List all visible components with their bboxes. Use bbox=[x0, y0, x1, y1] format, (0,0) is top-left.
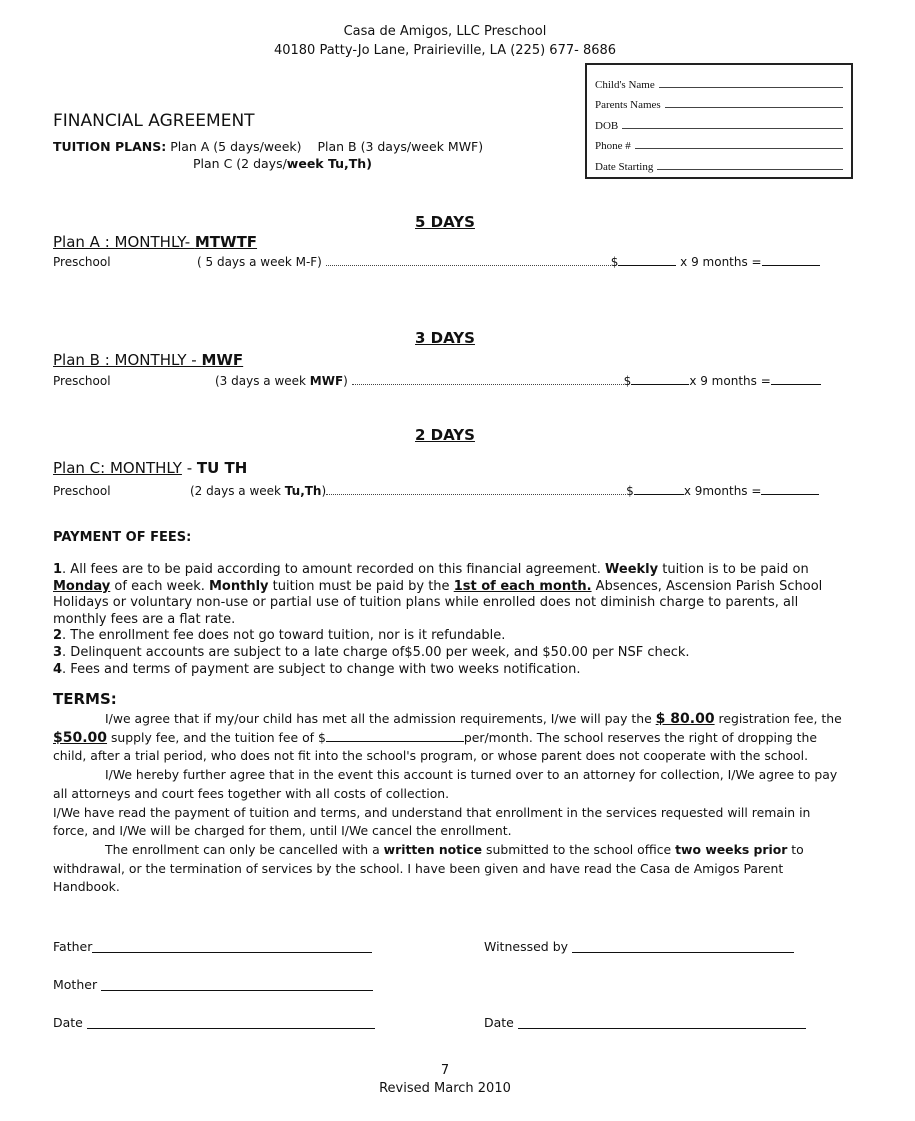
payment-item-3-text: . Delinquent accounts are subject to a late charge of$5.00 per week, and $50.00 per NSF check. bbox=[62, 644, 690, 660]
plan-b-desc: (3 days a week bbox=[215, 374, 310, 388]
payment-item-1-e: Absences, Ascension Parish School Holidays or voluntary non-use or partial use of tuition plans while enrolled does not diminish charge to parents, all monthly fees are a flat rate. bbox=[53, 578, 823, 627]
tuition-plans-line1 bbox=[53, 139, 483, 154]
payment-item-4-num: 4 bbox=[53, 661, 63, 677]
plan-b-desc-bold: MWF bbox=[309, 374, 344, 388]
date-row-2 bbox=[484, 1015, 806, 1030]
plan-c-row bbox=[53, 484, 111, 498]
plan-a-heading bbox=[53, 233, 257, 251]
phone-field[interactable] bbox=[595, 132, 843, 153]
payment-item-1-a: . All fees are to be paid according to amount recorded on this financial agreement. bbox=[62, 562, 605, 577]
date-starting-label: Date Starting bbox=[595, 160, 654, 173]
plan-c-heading bbox=[53, 459, 247, 477]
date-label-2: Date bbox=[484, 1015, 514, 1030]
plan-a-months: x 9 months = bbox=[680, 255, 762, 269]
terms-p1-c: supply fee, and the tuition fee of $ bbox=[107, 729, 326, 745]
section-5-days: 5 DAYS bbox=[415, 213, 475, 231]
payment-item-1-d: tuition must be paid by the bbox=[268, 578, 454, 594]
payment-item-1-monday: Monday bbox=[53, 578, 111, 594]
school-name: Casa de Amigos, LLC Preschool bbox=[343, 24, 547, 39]
terms-p4-c: to withdrawal, or the termination of services by the school. I have been given and have read the Casa de Amigos Parent Handbook. bbox=[53, 841, 804, 895]
payment-item-2-text: . The enrollment fee does not go toward tuition, nor is it refundable. bbox=[62, 628, 506, 644]
date-field-2[interactable] bbox=[518, 1028, 806, 1029]
registration-fee: $ 80.00 bbox=[655, 711, 715, 727]
section-3-days: 3 DAYS bbox=[415, 329, 475, 347]
plan-b-heading bbox=[53, 351, 243, 369]
revised-date: Revised March 2010 bbox=[379, 1081, 511, 1096]
parents-names-label: Parents Names bbox=[595, 99, 661, 111]
page-title: FINANCIAL AGREEMENT bbox=[53, 111, 255, 131]
terms-paragraph-2: I/We hereby further agree that in the event this account is turned over to an attorney for collection, I/We agree to pay all attorneys and court fees together with all costs of collection. bbox=[53, 767, 838, 801]
terms-heading: TERMS: bbox=[53, 690, 117, 708]
plan-a-total-field[interactable] bbox=[762, 264, 820, 266]
plan-b-amount-field[interactable] bbox=[631, 383, 689, 385]
tuition-plans-line2 bbox=[193, 156, 372, 171]
dob-field[interactable] bbox=[595, 111, 843, 132]
date-row-1 bbox=[53, 1015, 375, 1030]
plan-c-label: Preschool bbox=[53, 484, 111, 498]
parents-names-field[interactable] bbox=[595, 91, 843, 112]
payment-item-3-num: 3 bbox=[53, 644, 63, 660]
terms-p4-b: submitted to the school office bbox=[482, 841, 676, 857]
plan-b-months: x 9 months = bbox=[689, 374, 771, 388]
payment-item-1-num: 1 bbox=[53, 562, 63, 577]
mother-label: Mother bbox=[53, 977, 98, 992]
terms-p1-a: I/we agree that if my/our child has met all the admission requirements, I/we will pay the bbox=[105, 711, 656, 726]
witnessed-label: Witnessed by bbox=[484, 939, 569, 954]
plan-c-dollar: $ bbox=[626, 484, 634, 498]
plan-c-desc-bold: Tu,Th bbox=[284, 484, 322, 498]
father-label: Father bbox=[53, 939, 93, 954]
terms-p1-b: registration fee, the bbox=[714, 711, 842, 726]
plan-a-dollar: $ bbox=[610, 255, 619, 269]
plan-b-heading-text: Plan B : MONTHLY - bbox=[53, 351, 202, 369]
witness-signature-row bbox=[484, 939, 794, 954]
plan-b-dollar: $ bbox=[623, 374, 632, 388]
plan-a-row bbox=[53, 255, 111, 269]
plan-c-summary: Plan C (2 days/ bbox=[193, 156, 287, 171]
payment-item-4-text: . Fees and terms of payment are subject to change with two weeks notification. bbox=[62, 661, 581, 677]
plan-c-months: x 9months = bbox=[683, 484, 762, 498]
payment-item-1-b: tuition is to be paid on bbox=[658, 562, 809, 577]
section-2-days: 2 DAYS bbox=[415, 426, 475, 444]
terms-p1-d: per/month. The school reserves the right of dropping the child, after a trial period, who does not fit into the school's program, or whose parent does not cooperate with the school. bbox=[53, 729, 817, 764]
payment-item-1-c: of each week. bbox=[110, 578, 209, 594]
payment-item-2-num: 2 bbox=[53, 628, 63, 644]
plan-c-total-field[interactable] bbox=[761, 493, 819, 495]
mother-signature-row bbox=[53, 977, 373, 992]
tuition-plans-label: TUITION PLANS: bbox=[53, 139, 167, 154]
plan-b-summary: Plan B (3 days/week MWF) bbox=[317, 139, 484, 154]
terms-written-notice: written notice bbox=[383, 841, 483, 857]
terms-two-weeks: two weeks prior bbox=[675, 841, 788, 857]
father-signature-field[interactable] bbox=[92, 952, 372, 953]
plan-a-summary: Plan A (5 days/week) bbox=[170, 139, 302, 154]
witness-signature-field[interactable] bbox=[572, 952, 794, 953]
payment-item-4 bbox=[53, 662, 843, 679]
plan-c-desc-post: ) bbox=[321, 484, 327, 498]
school-address: 40180 Patty-Jo Lane, Prairieville, LA (225) 677- 8686 bbox=[273, 43, 617, 58]
plan-c-desc: (2 days a week bbox=[190, 484, 285, 498]
payment-item-1-monthly: Monthly bbox=[208, 578, 269, 594]
childs-name-field[interactable] bbox=[595, 70, 843, 91]
plan-a-heading-bold: MTWTF bbox=[194, 233, 258, 251]
childs-name-label: Child's Name bbox=[595, 78, 655, 91]
phone-label: Phone # bbox=[595, 140, 631, 152]
plan-c-amount-field[interactable] bbox=[634, 493, 684, 495]
payment-item-1 bbox=[53, 562, 843, 628]
plan-b-total-field[interactable] bbox=[771, 383, 821, 385]
payment-item-3 bbox=[53, 645, 843, 662]
terms-p4-a: The enrollment can only be cancelled with a bbox=[105, 841, 384, 857]
payment-item-1-weekly: Weekly bbox=[605, 562, 659, 577]
payment-heading: PAYMENT OF FEES: bbox=[53, 530, 192, 545]
terms-paragraph-1 bbox=[53, 710, 843, 766]
dob-label: DOB bbox=[595, 119, 619, 132]
payment-item-1-first: 1st of each month. bbox=[453, 578, 592, 594]
terms-body bbox=[53, 710, 843, 897]
plan-a-amount-field[interactable] bbox=[618, 264, 676, 266]
date-starting-field[interactable] bbox=[595, 152, 843, 173]
terms-paragraph-3: I/We have read the payment of tuition and terms, and understand that enrollment in the services requested will remain in force, and I/We will be charged for them, until I/We cancel the enrollment. bbox=[53, 804, 811, 839]
plan-c-heading-text: Plan C: MONTHLY bbox=[53, 459, 182, 477]
terms-paragraph-4 bbox=[53, 841, 843, 897]
plan-a-desc-row bbox=[197, 255, 820, 269]
plan-b-row bbox=[53, 374, 111, 388]
plan-b-heading-bold: MWF bbox=[201, 351, 244, 369]
date-label-1: Date bbox=[53, 1015, 83, 1030]
plan-b-desc-post: ) bbox=[343, 374, 348, 388]
date-field-1[interactable] bbox=[87, 1028, 375, 1029]
plan-b-desc-row bbox=[215, 374, 821, 388]
payment-list bbox=[53, 562, 843, 678]
tuition-fee-field[interactable] bbox=[326, 740, 464, 742]
plan-c-desc-row bbox=[190, 484, 819, 498]
plan-a-heading-text: Plan A : MONTHLY- bbox=[53, 233, 195, 251]
plan-a-label: Preschool bbox=[53, 255, 111, 269]
page-number: 7 bbox=[440, 1063, 450, 1078]
child-info-box bbox=[585, 63, 853, 179]
plan-c-heading-bold: TU TH bbox=[196, 459, 248, 477]
plan-b-label: Preschool bbox=[53, 374, 111, 388]
father-signature-row bbox=[53, 939, 372, 954]
mother-signature-field[interactable] bbox=[101, 990, 373, 991]
supply-fee: $50.00 bbox=[53, 729, 108, 746]
plan-c-summary-bold: week Tu,Th) bbox=[286, 156, 372, 171]
plan-c-heading-dash: - bbox=[181, 459, 197, 477]
payment-item-2 bbox=[53, 628, 843, 645]
plan-a-desc: ( 5 days a week M-F) bbox=[197, 255, 322, 269]
